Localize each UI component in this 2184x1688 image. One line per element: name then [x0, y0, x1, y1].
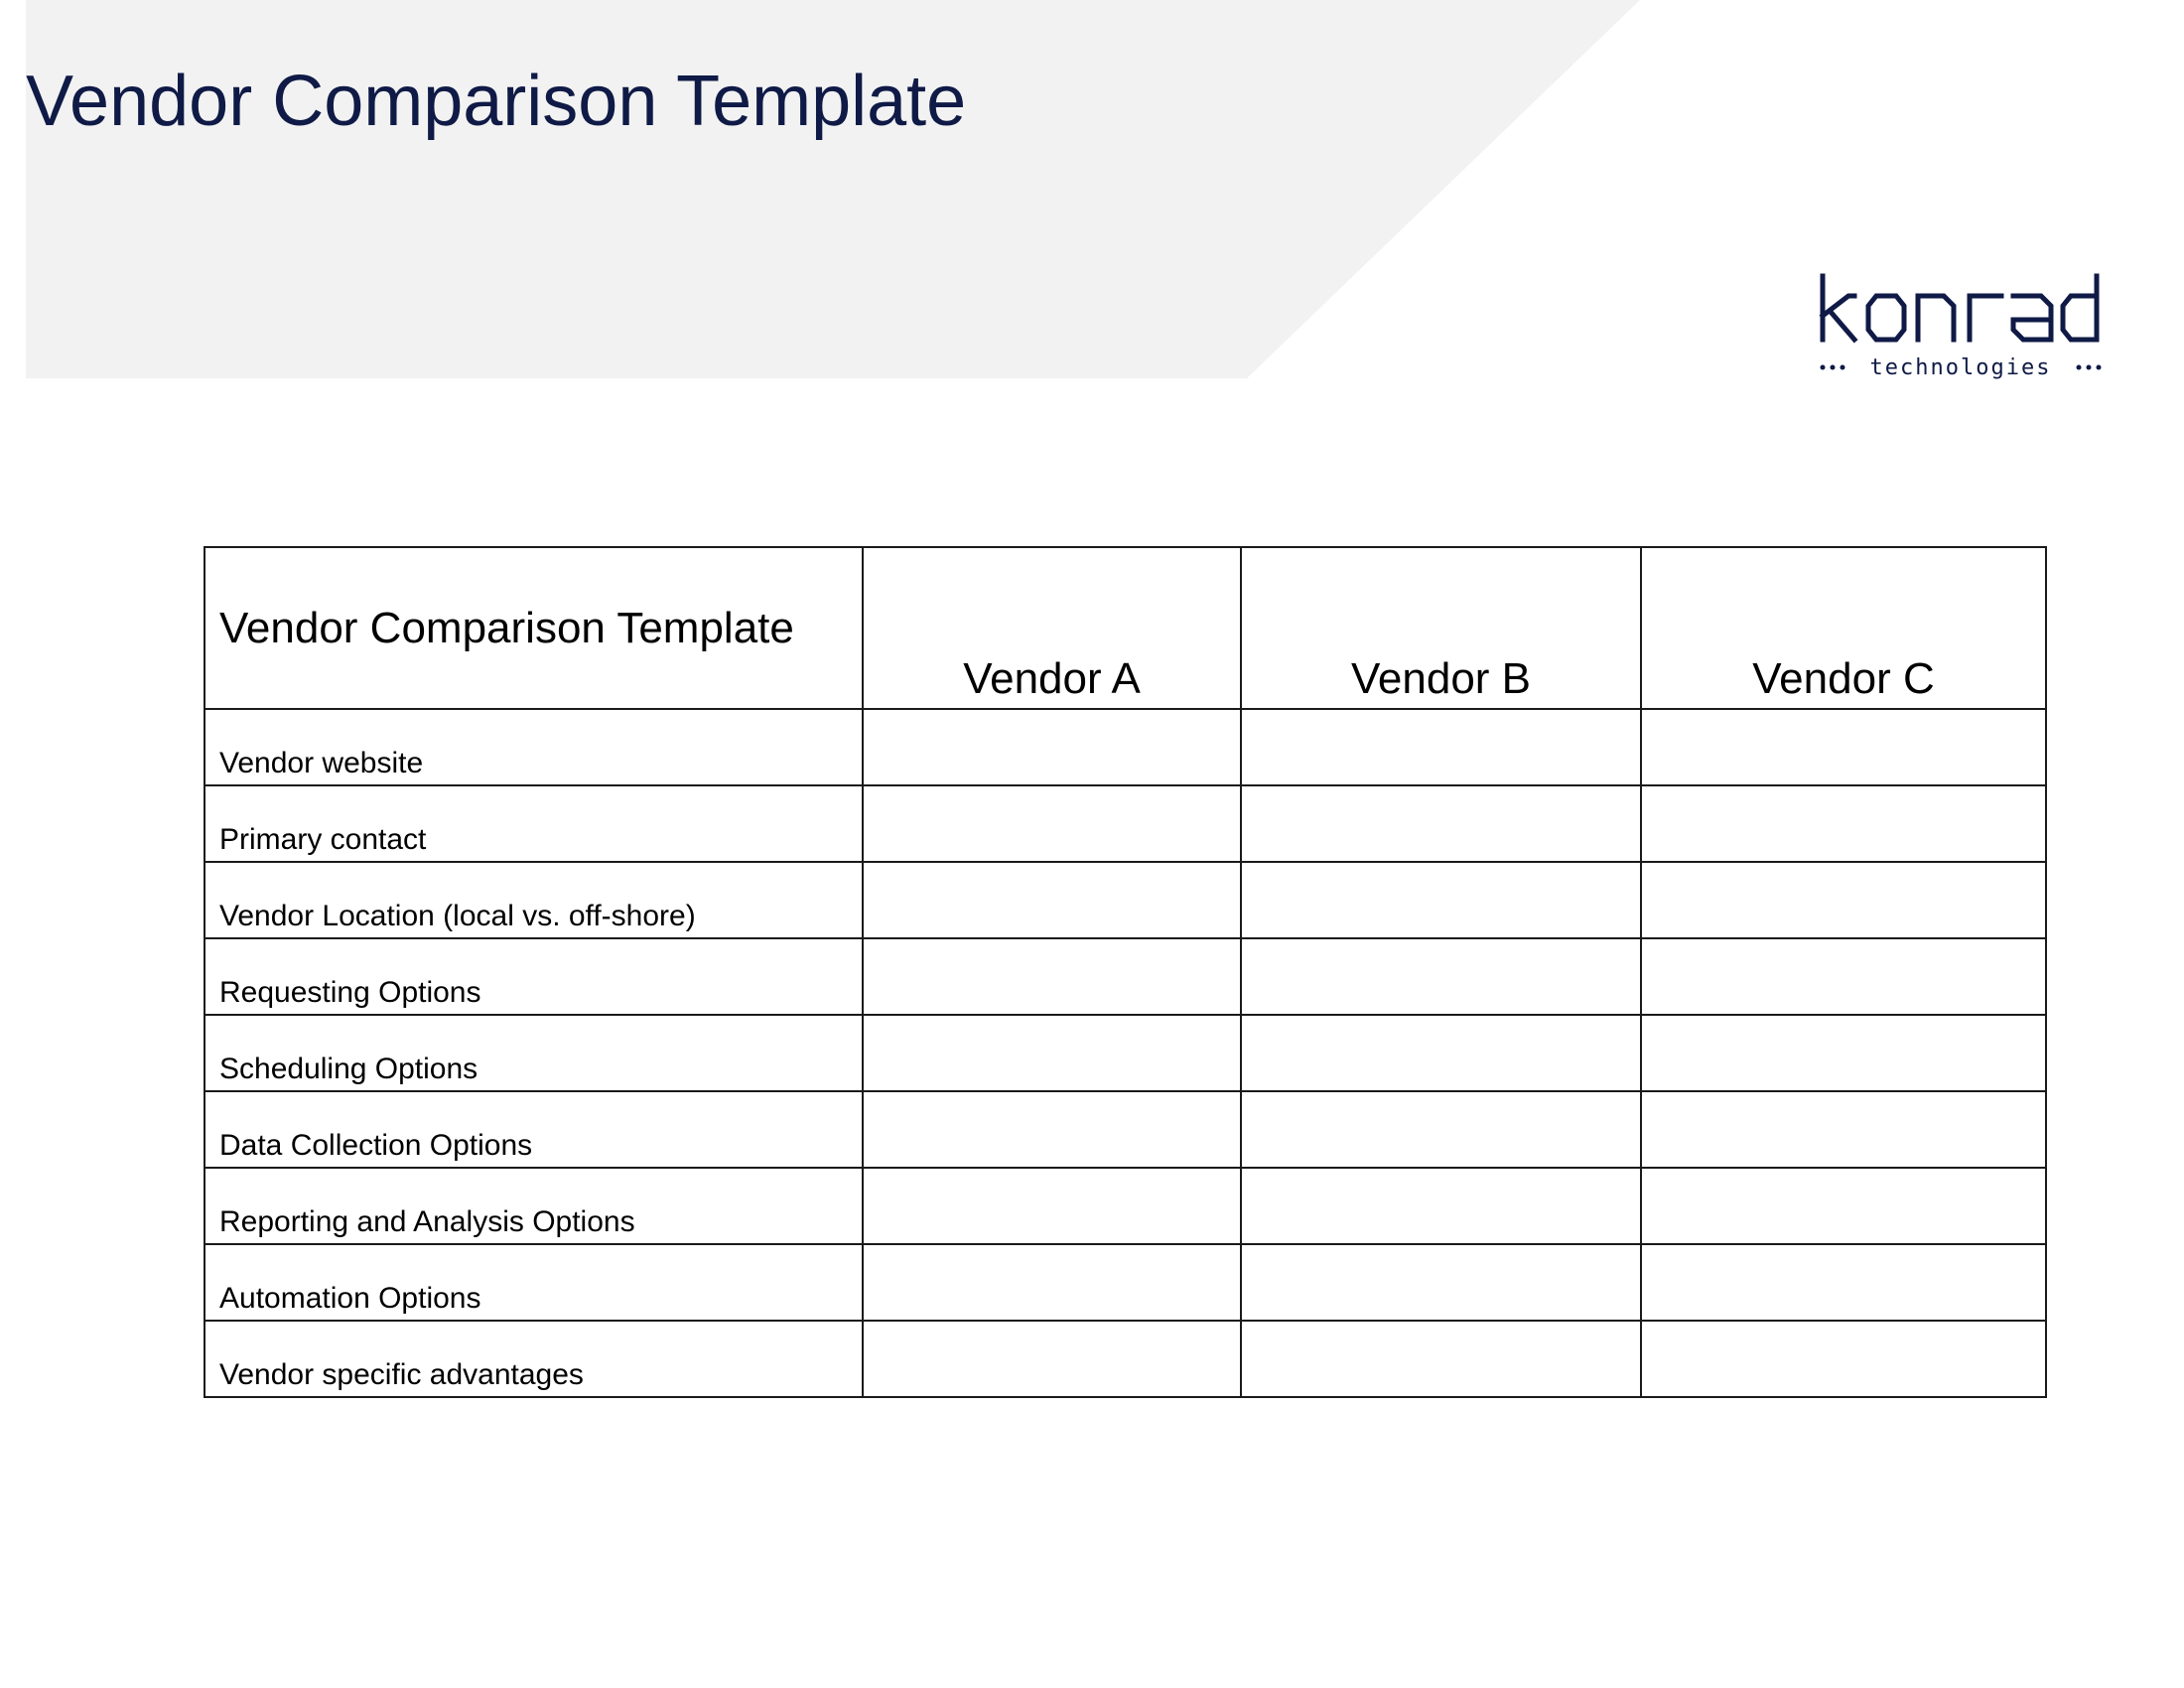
table-cell[interactable] [1641, 1091, 2046, 1168]
table-cell[interactable] [863, 1321, 1241, 1397]
table-cell[interactable] [1241, 938, 1641, 1015]
column-header-vendor-c: Vendor C [1641, 547, 2046, 709]
table-cell[interactable] [863, 1015, 1241, 1091]
table-row [205, 1091, 2046, 1168]
table-row [205, 862, 2046, 938]
logo-tagline: technologies [1869, 355, 2052, 380]
column-header-vendor-b: Vendor B [1241, 547, 1641, 709]
page-title: Vendor Comparison Template [26, 62, 967, 141]
column-header-vendor-a: Vendor A [863, 547, 1241, 709]
table-cell[interactable] [863, 709, 1241, 785]
table-row [205, 1321, 2046, 1397]
table-cell[interactable] [863, 1244, 1241, 1321]
vendor-comparison-table [204, 546, 2047, 1398]
table-row [205, 938, 2046, 1015]
row-label-automation-options: Automation Options [205, 1244, 863, 1321]
table-cell[interactable] [1241, 1015, 1641, 1091]
table-cell[interactable] [1641, 1015, 2046, 1091]
row-label-data-collection-options: Data Collection Options [205, 1091, 863, 1168]
table-cell[interactable] [1641, 1244, 2046, 1321]
table-cell[interactable] [863, 938, 1241, 1015]
table-cell[interactable] [1641, 862, 2046, 938]
row-label-vendor-specific-advantages: Vendor specific advantages [205, 1321, 863, 1397]
table-cell[interactable] [1241, 709, 1641, 785]
header-band-shape [26, 0, 1640, 378]
table-row [205, 709, 2046, 785]
table-row [205, 1015, 2046, 1091]
table-cell[interactable] [1641, 938, 2046, 1015]
table-cell[interactable] [863, 1091, 1241, 1168]
table-cell[interactable] [1241, 1168, 1641, 1244]
row-label-reporting-analysis-options: Reporting and Analysis Options [205, 1168, 863, 1244]
table-header-row [205, 547, 2046, 709]
table-cell[interactable] [1241, 1091, 1641, 1168]
table-cell[interactable] [863, 785, 1241, 862]
logo-graphic [1817, 268, 2105, 382]
row-label-primary-contact: Primary contact [205, 785, 863, 862]
table-cell[interactable] [1241, 1321, 1641, 1397]
row-label-scheduling-options: Scheduling Options [205, 1015, 863, 1091]
table-row [205, 1244, 2046, 1321]
table-cell[interactable] [863, 1168, 1241, 1244]
table-cell[interactable] [1241, 862, 1641, 938]
table-cell[interactable] [1241, 1244, 1641, 1321]
table-cell[interactable] [1641, 785, 2046, 862]
row-label-vendor-location: Vendor Location (local vs. off-shore) [205, 862, 863, 938]
table-row [205, 1168, 2046, 1244]
company-logo [1817, 268, 2105, 382]
table-cell[interactable] [1641, 709, 2046, 785]
table-cell[interactable] [863, 862, 1241, 938]
table-row [205, 785, 2046, 862]
table-corner-label: Vendor Comparison Template [205, 547, 863, 709]
row-label-vendor-website: Vendor website [205, 709, 863, 785]
row-label-requesting-options: Requesting Options [205, 938, 863, 1015]
table-cell[interactable] [1641, 1321, 2046, 1397]
table-cell[interactable] [1241, 785, 1641, 862]
table-cell[interactable] [1641, 1168, 2046, 1244]
